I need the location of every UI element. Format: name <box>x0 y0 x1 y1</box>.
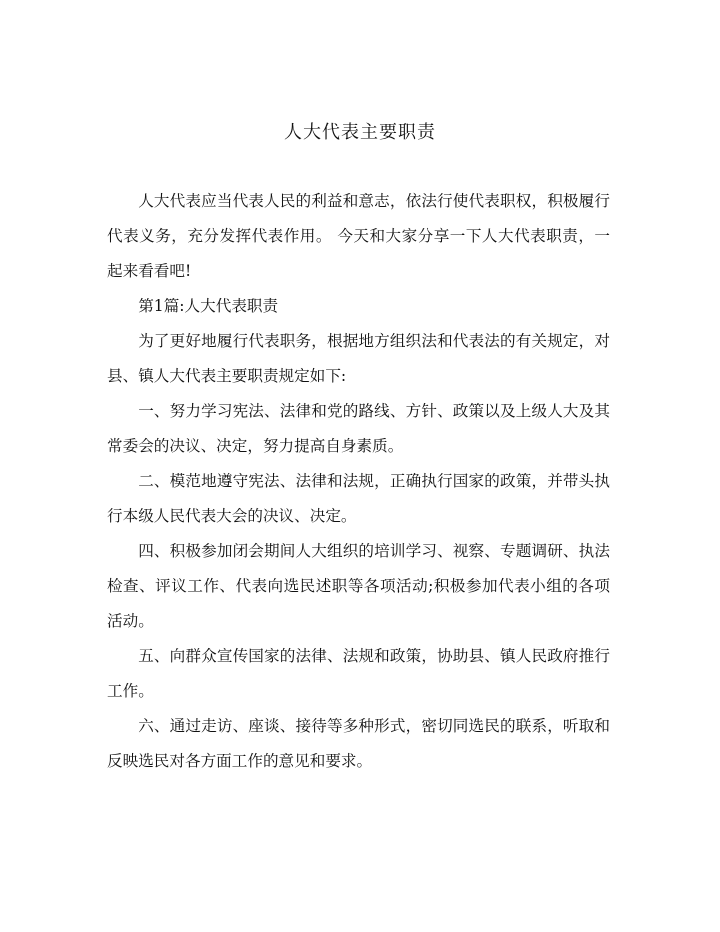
duty-item-5: 五、向群众宣传国家的法律、法规和政策，协助县、镇人民政府推行工作。 <box>107 647 610 700</box>
paragraph-preamble: 为了更好地履行代表职务，根据地方组织法和代表法的有关规定，对县、镇人大代表主要职责规定如下: <box>107 332 610 385</box>
duty-item-6: 六、通过走访、座谈、接待等多种形式，密切同选民的联系，听取和反映选民对各方面工作的意见和要求。 <box>107 717 610 770</box>
document-title: 人大代表主要职责 <box>284 122 436 143</box>
section-heading: 第1篇:人大代表职责 <box>138 297 279 315</box>
document-body <box>107 184 610 779</box>
paragraph-intro: 人大代表应当代表人民的利益和意志，依法行使代表职权，积极履行代表义务，充分发挥代表作用。 今天和大家分享一下人大代表职责，一起来看看吧! <box>107 192 610 280</box>
duty-item-4: 四、积极参加闭会期间人大组织的培训学习、视察、专题调研、执法检查、评议工作、代表向选民述职等各项活动;积极参加代表小组的各项活动。 <box>107 542 610 630</box>
duty-item-1: 一、努力学习宪法、法律和党的路线、方针、政策以及上级人大及其常委会的决议、决定，努力提高自身素质。 <box>107 402 610 455</box>
duty-item-2: 二、模范地遵守宪法、法律和法规，正确执行国家的政策，并带头执行本级人民代表大会的决议、决定。 <box>107 472 610 525</box>
